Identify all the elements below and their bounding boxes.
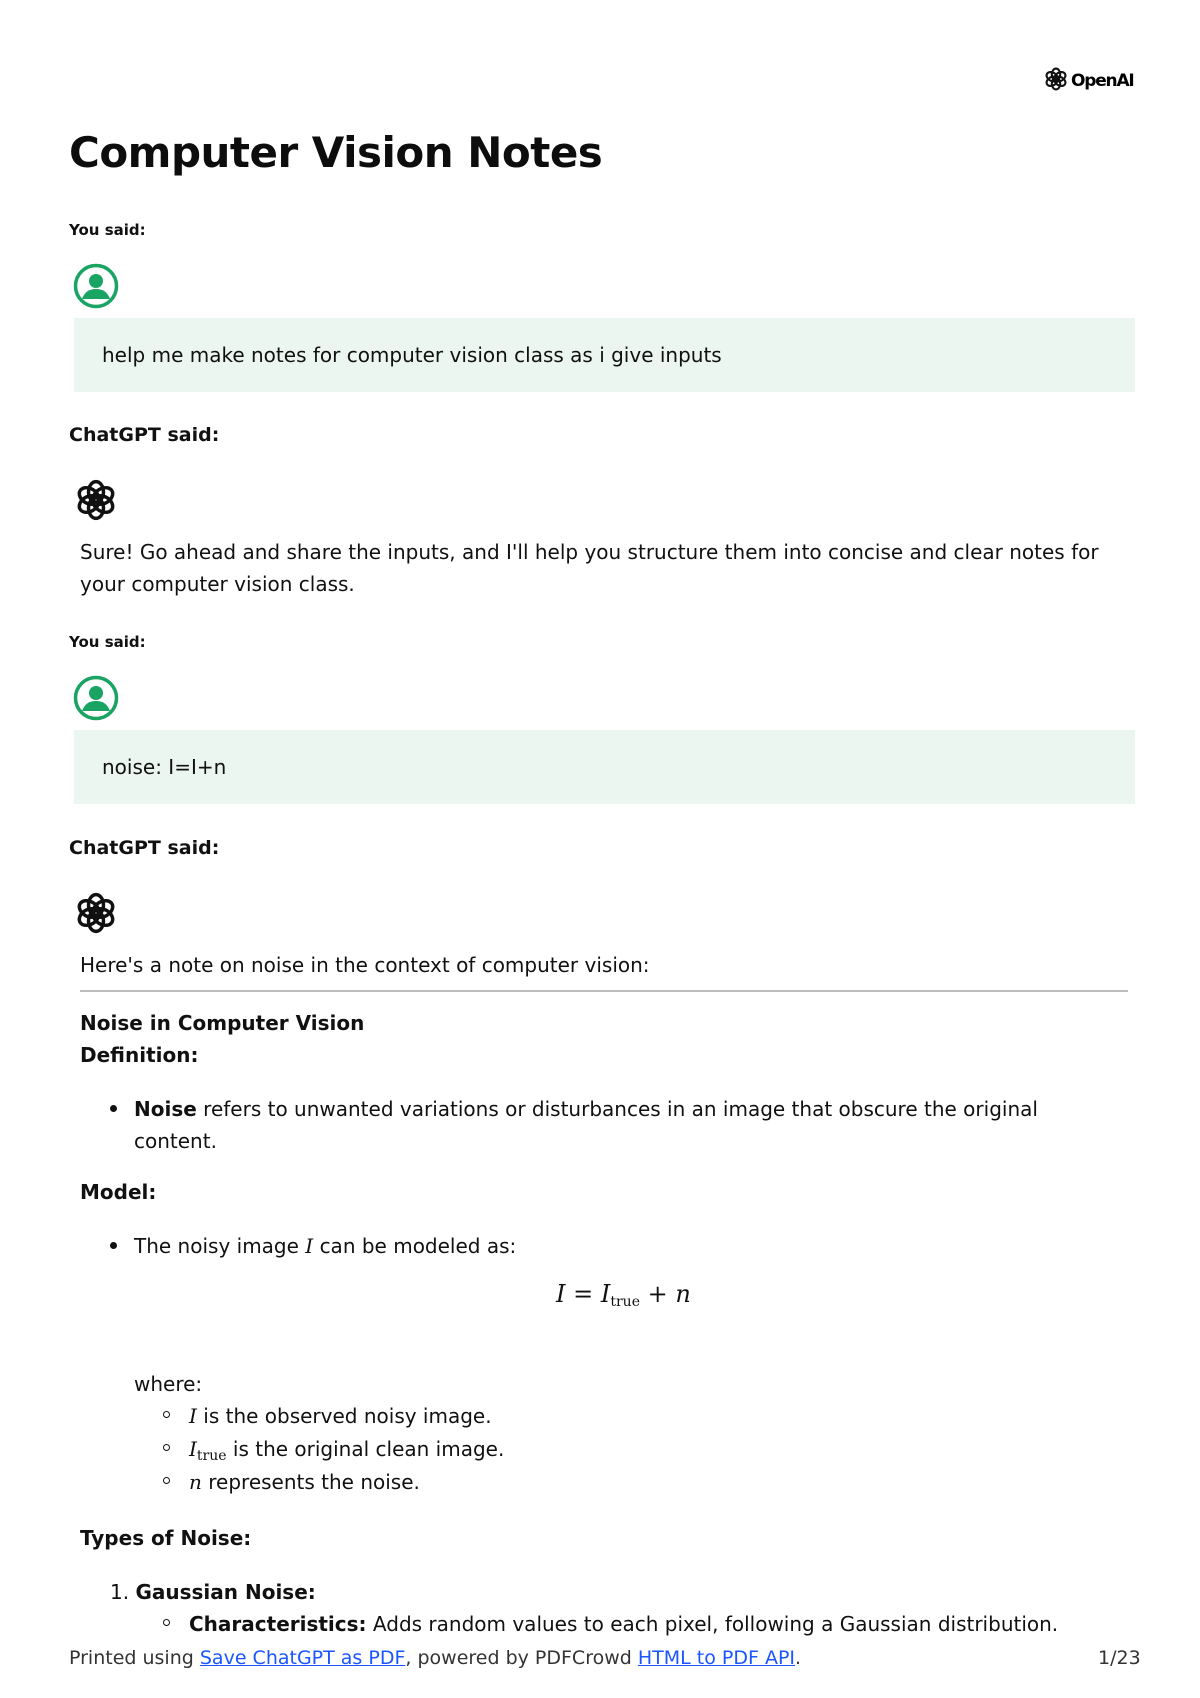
model-symbol: I xyxy=(305,1234,314,1258)
html-to-pdf-api-link[interactable]: HTML to PDF API xyxy=(637,1647,796,1669)
sub-bullet-icon xyxy=(163,1411,170,1418)
user-message-text: noise: I=I+n xyxy=(102,755,227,779)
speaker-label-assistant: ChatGPT said: xyxy=(69,424,220,446)
footer: Printed using Save ChatGPT as PDF, powered by PDFCrowd HTML to PDF API. xyxy=(69,1647,802,1669)
page-number: 1/23 xyxy=(1098,1647,1141,1669)
speaker-label-assistant: ChatGPT said: xyxy=(69,837,220,859)
chatgpt-avatar-icon xyxy=(73,890,119,940)
types-list-item: 1. Gaussian Noise: xyxy=(110,1580,316,1604)
note-heading: Noise in Computer Vision xyxy=(80,1011,365,1035)
sub-bullet-icon xyxy=(163,1477,170,1484)
user-message-text: help me make notes for computer vision class as i give inputs xyxy=(102,343,722,367)
where-item: $I_{true}$ is the original clean image. xyxy=(189,1437,505,1464)
types-label: Types of Noise: xyxy=(80,1526,252,1550)
definition-text: refers to unwanted variations or disturbances in an image that obscure the original content. xyxy=(134,1097,1038,1153)
type-detail: Characteristics: Adds random values to each pixel, following a Gaussian distribution. xyxy=(189,1612,1059,1636)
model-text-before: The noisy image xyxy=(134,1234,299,1258)
chatgpt-avatar-icon xyxy=(73,477,119,527)
bullet-icon xyxy=(110,1105,117,1112)
user-avatar-icon xyxy=(73,675,119,725)
user-avatar-icon xyxy=(73,263,119,313)
sub-bullet-icon xyxy=(163,1619,170,1626)
openai-logo-icon xyxy=(1043,66,1069,96)
assistant-message-intro: Here's a note on noise in the context of computer vision: xyxy=(80,953,650,977)
where-item: I is the observed noisy image. xyxy=(189,1404,492,1428)
speaker-label-user: You said: xyxy=(69,633,146,651)
page-title: Computer Vision Notes xyxy=(69,128,603,177)
model-text-after: can be modeled as: xyxy=(319,1234,517,1258)
noise-equation: $I = I_{true} + n$ xyxy=(556,1280,691,1310)
openai-brand-text: OpenAI xyxy=(1071,71,1134,91)
model-label: Model: xyxy=(80,1180,157,1204)
where-item: n represents the noise. xyxy=(189,1470,420,1494)
bullet-icon xyxy=(110,1242,117,1249)
definition-term: Noise xyxy=(134,1097,197,1121)
assistant-message-text: Sure! Go ahead and share the inputs, and I'll help you structure them into concise and clear notes for your computer vision class. xyxy=(80,540,1099,596)
speaker-label-user: You said: xyxy=(69,221,146,239)
where-label: where: xyxy=(134,1372,203,1396)
divider xyxy=(80,990,1128,992)
save-chatgpt-pdf-link[interactable]: Save ChatGPT as PDF xyxy=(199,1647,406,1669)
openai-logo xyxy=(1043,66,1134,96)
definition-item xyxy=(134,1093,1094,1157)
user-message-bubble xyxy=(74,730,1135,804)
definition-label: Definition: xyxy=(80,1043,199,1067)
sub-bullet-icon xyxy=(163,1444,170,1451)
model-item xyxy=(134,1230,516,1262)
user-message-bubble xyxy=(74,318,1135,392)
